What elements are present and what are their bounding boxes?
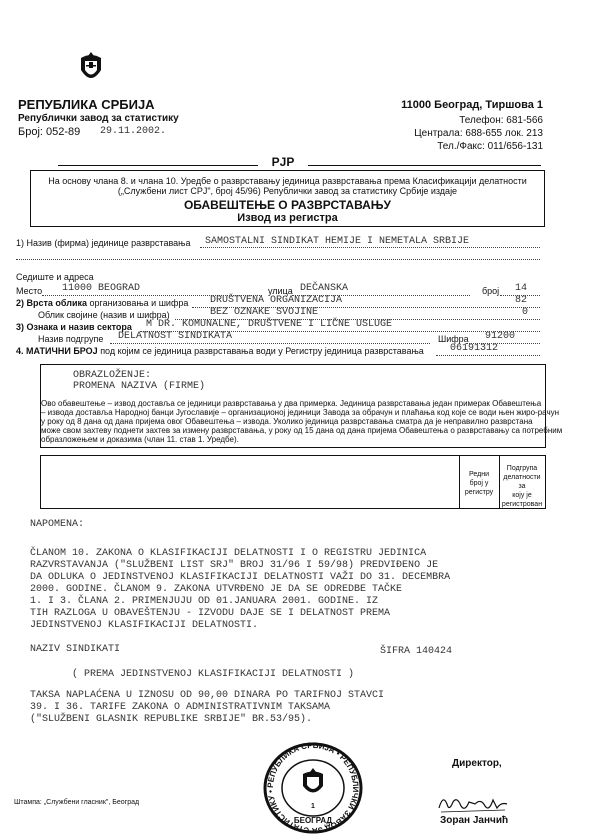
subgroup-code-label: Шифра <box>438 334 469 344</box>
form-code: PJP <box>258 155 308 169</box>
address: 11000 Београд, Тиршова 1 <box>401 99 543 111</box>
note-line-7: JEDINSTVENOJ KLASIFIKACIJI DELATNOSTI. <box>30 620 259 631</box>
note-line-6: TIH RAZLOGA U OBAVEŠTENJU - IZVODU DAJE SE I DELATNOST PREMA <box>30 608 391 619</box>
register-col2-line1: Подгрупа <box>506 465 538 472</box>
reasoning-box <box>40 364 563 448</box>
activity-label: NAZIV SINDIKATI <box>30 644 121 655</box>
mb-dotted-line <box>436 355 540 356</box>
register-col-2 <box>499 464 545 509</box>
street-value: DEČANSKA <box>300 283 349 294</box>
legal-line-1: Ово обавештење – извод доставља се јединици разврставања у два примерка. Јединица разврставања један примерак Обавештења <box>41 399 542 408</box>
svg-text:БЕОГРАД: БЕОГРАД <box>293 816 333 825</box>
svg-text:1: 1 <box>311 803 315 810</box>
note-line-4: 2000. GODINE. ČLANOM 9. ZAKONA UTVRĐENO JE DA SE ODREDBE TAČKE <box>30 584 403 595</box>
place-value: 11000 BEOGRAD <box>62 283 141 294</box>
register-box <box>40 455 546 509</box>
ownership-code: 0 <box>522 307 529 318</box>
legal-line-4: може свом захтеву поднети захтев за измену разврставања, у року од 15 дана од дана пријема Обавештења о разврставању са потребним <box>41 426 563 435</box>
document-date: 29.11.2002. <box>100 126 167 137</box>
mb-label: 4. МАТИЧНИ БРОЈ под којим се јединица разврставања води у Регистру јединица разврставања <box>16 346 424 356</box>
form-org-label: 2) Врста облика организовања и шифра <box>16 298 189 308</box>
note-line-3: DA ODLUKA O JEDINSTVENOJ KLASIFIKACIJI DELATNOSTI VAŽI DO 31. DECEMBRA <box>30 572 451 583</box>
note-label: NAPOMENA: <box>30 519 85 530</box>
reasoning-label: OBRAZLOŽENJE: <box>73 370 152 381</box>
mb-value: 06191312 <box>450 343 499 354</box>
subgroup-dotted-line <box>110 343 430 344</box>
signature-icon <box>435 790 515 818</box>
note-line-1: ČLANOM 10. ZAKONA O KLASIFIKACIJI DELATNOSTI I O REGISTRU JEDINICA <box>30 548 427 559</box>
intro-line-1: На основу члана 8. и члана 10. Уредбе о разврставању јединица разврставања према Класификацији делатности <box>48 176 527 186</box>
register-col2-line3: коју је <box>512 492 532 499</box>
director-label: Директор, <box>452 758 502 769</box>
svg-text:РЕПУБЛИКА СРБИЈА • РЕПУБЛИЧКИ: РЕПУБЛИКА СРБИЈА • РЕПУБЛИЧКИ ЗАВОД ЗА СТАТИСТИКУ • <box>265 741 361 835</box>
legal-line-3: у року од 8 дана од дана пријема овог Обавештења – извода. Уколико јединица разврставања сматра да је неправилно разврстана <box>41 417 533 426</box>
legal-line-5: образложењем и доказима (члан 11. став 1. Уредбе). <box>41 435 239 444</box>
sector-label: 3) Ознака и назив сектора <box>16 322 132 332</box>
register-col-1 <box>459 470 499 497</box>
subgroup-code: 91200 <box>485 331 516 342</box>
tax-line-3: ("SLUŽBENI GLASNIK REPUBLIKE SRBIJE" BR.53/95). <box>30 714 313 725</box>
note-line-2: RAZVRSTAVANJA ("SLUŽBENI LIST SRJ" BROJ 31/96 I 59/98) PREDVIĐENO JE <box>30 560 439 571</box>
fax: Тел./Факс: 011/656-131 <box>437 141 543 152</box>
note-line-5: 1. I 3. ČLANA 2. PRIMENJUJU OD 01.JANUARA 2001. GODINE. IZ <box>30 596 379 607</box>
register-col2-line2: делатности за <box>503 474 541 490</box>
seat-label: Седиште и адреса <box>16 272 94 282</box>
republic-name: РЕПУБЛИКА СРБИЈА <box>18 97 155 112</box>
number-label: број <box>482 286 500 296</box>
document-number: Број: 052-89 <box>18 126 81 138</box>
street-label: улица <box>268 286 293 296</box>
activity-code: ŠIFRA 140424 <box>380 646 453 657</box>
form-subtitle: Извод из регистра <box>237 212 338 224</box>
name-dotted-line <box>200 247 540 248</box>
subgroup-label: Назив подгрупе <box>38 334 104 344</box>
tax-line-1: TAKSA NAPLAĆENA U IZNOSU OD 90,00 DINARA PO TARIFNOJ STAVCI <box>30 690 385 701</box>
director-name: Зоран Јанчић <box>440 815 509 826</box>
place-label: Место <box>16 286 43 296</box>
name-label: 1) Назив (фирма) јединице разврставања <box>16 238 191 248</box>
register-col1-line2: број у <box>469 480 489 487</box>
subgroup-value: DELATNOST SINDIKATA <box>118 331 233 342</box>
phone: Телефон: 681-566 <box>459 115 543 126</box>
coat-of-arms-icon <box>76 50 106 86</box>
number-value: 14 <box>515 283 528 294</box>
activity-note: ( PREMA JEDINSTVENOJ KLASIFIKACIJI DELATNOSTI ) <box>72 669 355 680</box>
title-box <box>30 170 545 227</box>
switchboard: Централа: 688-655 лок. 213 <box>414 128 543 139</box>
sector-value: M DR. KOMUNALNE, DRUŠTVENE I LIČNE USLUGE <box>146 319 393 330</box>
legal-line-2: – извода доставља Народној банци Југославије – организационој јединици Завода за обрачун и плаћања код које се води њен жиро-рачун <box>41 408 560 417</box>
official-seal-icon <box>261 741 365 835</box>
register-col1-line1: Редни <box>469 471 489 478</box>
intro-line-2: („Службени лист СРЈ", број 45/96) Републички завод за статистику Србије издаје <box>117 186 458 196</box>
institute-name: Републички завод за статистику <box>18 113 179 124</box>
register-col2-line4: регистрован <box>501 501 543 508</box>
ownership-value: BEZ OZNAKE SVOJINE <box>210 307 319 318</box>
register-col1-line3: регистру <box>464 489 494 496</box>
ownership-label: Облик својине (назив и шифра) <box>38 310 170 320</box>
name-value: SAMOSTALNI SINDIKAT HEMIJE I NEMETALA SRBIJE <box>205 236 470 247</box>
print-note: Штампа: „Службени гласник", Београд <box>14 799 140 806</box>
form-org-value: DRUŠTVENA ORGANIZACIJA <box>210 295 343 306</box>
reasoning-value: PROMENA NAZIVA (FIRME) <box>73 381 206 392</box>
name-dotted-line-2 <box>16 259 540 260</box>
form-org-code: 82 <box>515 295 528 306</box>
form-title: ОБАВЕШТЕЊЕ О РАЗВРСТАВАЊУ <box>183 198 392 212</box>
tax-line-2: 39. I 36. TARIFE ZAKONA O ADMINISTRATIVNIM TAKSAMA <box>30 702 331 713</box>
